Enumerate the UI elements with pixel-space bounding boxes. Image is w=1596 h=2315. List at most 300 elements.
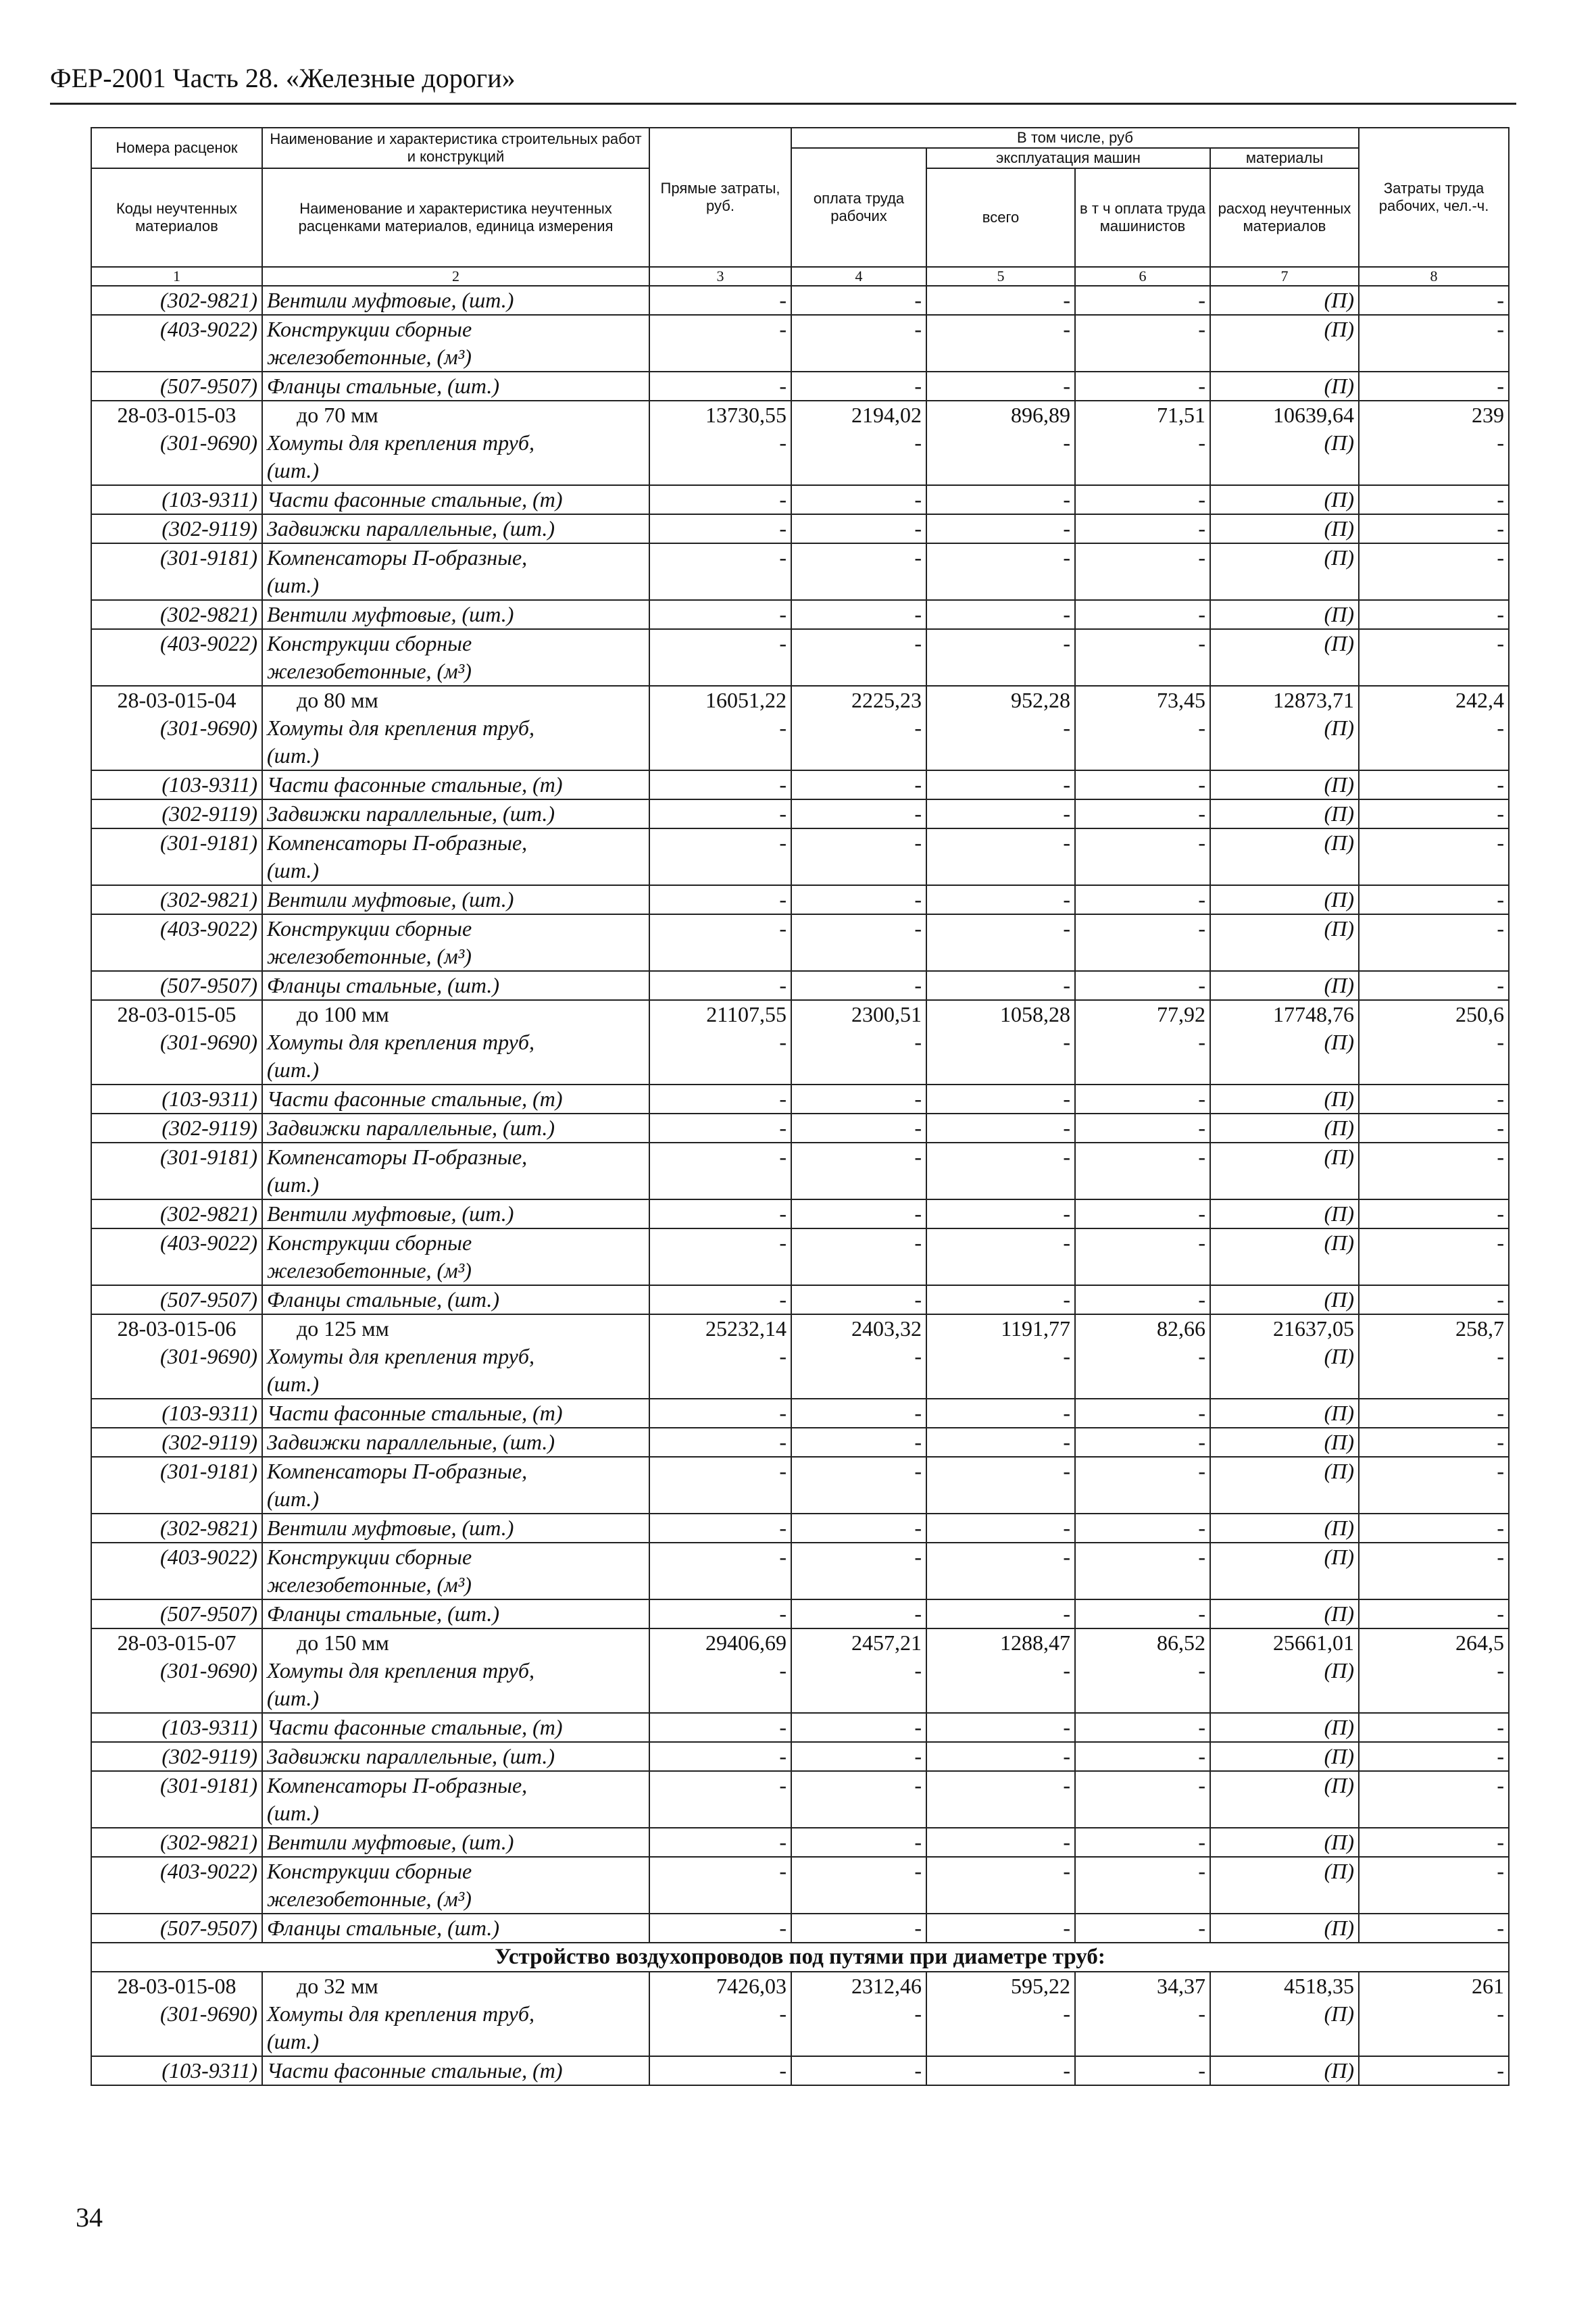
row-machinist-pay (1075, 457, 1210, 485)
material-row (91, 286, 1509, 315)
material-row (91, 1171, 1509, 1199)
row-machines-total: - (926, 1742, 1075, 1771)
material-row (91, 770, 1509, 799)
rate-row (91, 401, 1509, 429)
row-direct: - (649, 1085, 791, 1114)
material-row (91, 657, 1509, 686)
row-machines-total: - (926, 429, 1075, 457)
row-code: 28-03-015-03 (91, 401, 262, 429)
material-row (91, 1228, 1509, 1257)
row-machinist-pay (1075, 1056, 1210, 1085)
row-labor-pay (791, 1485, 926, 1514)
row-labor-cost: - (1359, 1085, 1509, 1114)
row-name: до 70 мм (262, 401, 649, 429)
row-labor-cost: 261 (1359, 1972, 1509, 2000)
row-machinist-pay: - (1075, 1343, 1210, 1370)
row-machines-total: - (926, 629, 1075, 657)
material-row (91, 457, 1509, 485)
row-code: (301-9690) (91, 2000, 262, 2028)
row-labor-pay (791, 343, 926, 372)
row-labor-pay: - (791, 1399, 926, 1428)
material-row (91, 1571, 1509, 1599)
row-direct (649, 1685, 791, 1713)
row-code: (507-9507) (91, 971, 262, 1000)
row-name: Задвижки параллельные, (шт.) (262, 1114, 649, 1143)
material-row (91, 1370, 1509, 1399)
row-labor-cost (1359, 2028, 1509, 2056)
row-machinist-pay: - (1075, 2056, 1210, 2085)
section-title: Устройство воздухопроводов под путями при диаметре труб: (91, 1943, 1509, 1972)
row-direct: - (649, 1657, 791, 1685)
row-labor-pay: - (791, 828, 926, 857)
section-row (91, 1943, 1509, 1972)
row-machinist-pay (1075, 1257, 1210, 1285)
row-labor-cost (1359, 1056, 1509, 1085)
material-row (91, 1514, 1509, 1543)
row-labor-pay (791, 742, 926, 770)
row-machinist-pay: - (1075, 600, 1210, 629)
row-name: Конструкции сборные (262, 1857, 649, 1885)
row-labor-cost: - (1359, 1742, 1509, 1771)
row-machinist-pay (1075, 742, 1210, 770)
row-labor-cost (1359, 1485, 1509, 1514)
row-name: Хомуты для крепления труб, (262, 1343, 649, 1370)
row-machinist-pay: - (1075, 828, 1210, 857)
row-direct (649, 857, 791, 885)
row-materials: (П) (1210, 1143, 1359, 1171)
row-machinist-pay (1075, 1685, 1210, 1713)
row-labor-cost (1359, 943, 1509, 971)
row-labor-cost: - (1359, 1599, 1509, 1628)
row-direct: - (649, 1514, 791, 1543)
row-code: (301-9690) (91, 1343, 262, 1370)
col-codes-top: Номера расценок (91, 128, 262, 168)
row-materials: (П) (1210, 2000, 1359, 2028)
row-materials (1210, 657, 1359, 686)
row-name: (шт.) (262, 1685, 649, 1713)
row-machinist-pay: 71,51 (1075, 401, 1210, 429)
row-labor-cost (1359, 657, 1509, 686)
row-machines-total: 1288,47 (926, 1628, 1075, 1657)
col-direct: Прямые затраты, руб. (649, 128, 791, 267)
row-machinist-pay: - (1075, 1457, 1210, 1485)
row-direct: - (649, 372, 791, 401)
row-machines-total: 595,22 (926, 1972, 1075, 2000)
row-materials: (П) (1210, 914, 1359, 943)
row-machines-total (926, 857, 1075, 885)
row-direct: - (649, 714, 791, 742)
material-row (91, 714, 1509, 742)
row-labor-pay: - (791, 543, 926, 572)
row-code: (301-9690) (91, 1657, 262, 1685)
row-direct: 21107,55 (649, 1000, 791, 1028)
row-materials: 12873,71 (1210, 686, 1359, 714)
row-labor-pay: - (791, 1771, 926, 1799)
row-machinist-pay: - (1075, 1285, 1210, 1314)
row-machines-total: 1191,77 (926, 1314, 1075, 1343)
row-direct (649, 457, 791, 485)
row-name: железобетонные, (м³) (262, 1571, 649, 1599)
row-direct: - (649, 629, 791, 657)
material-row (91, 372, 1509, 401)
row-labor-pay (791, 457, 926, 485)
col-machines-total: всего (926, 168, 1075, 267)
row-code: (302-9821) (91, 885, 262, 914)
row-machinist-pay (1075, 857, 1210, 885)
row-machinist-pay: - (1075, 1599, 1210, 1628)
row-direct: - (649, 315, 791, 343)
row-machinist-pay: 82,66 (1075, 1314, 1210, 1343)
row-direct: - (649, 1857, 791, 1885)
row-machinist-pay: - (1075, 514, 1210, 543)
material-row (91, 1857, 1509, 1885)
row-code (91, 1885, 262, 1914)
row-materials: (П) (1210, 1543, 1359, 1571)
material-row (91, 2028, 1509, 2056)
row-direct: - (649, 1914, 791, 1943)
material-row (91, 1257, 1509, 1285)
row-labor-cost: - (1359, 1828, 1509, 1857)
row-materials (1210, 1571, 1359, 1599)
material-row (91, 629, 1509, 657)
material-row (91, 1543, 1509, 1571)
material-row (91, 2056, 1509, 2085)
row-code: (507-9507) (91, 1914, 262, 1943)
row-direct: - (649, 914, 791, 943)
row-name: железобетонные, (м³) (262, 343, 649, 372)
row-labor-cost: - (1359, 1399, 1509, 1428)
row-labor-cost: - (1359, 1514, 1509, 1543)
row-machines-total (926, 1571, 1075, 1599)
material-row (91, 1028, 1509, 1056)
row-machinist-pay: - (1075, 1114, 1210, 1143)
row-code (91, 1571, 262, 1599)
row-labor-pay: - (791, 1114, 926, 1143)
row-machines-total: - (926, 1657, 1075, 1685)
row-direct (649, 1885, 791, 1914)
row-direct (649, 742, 791, 770)
row-name: Части фасонные стальные, (т) (262, 770, 649, 799)
row-machines-total: - (926, 372, 1075, 401)
row-direct: - (649, 828, 791, 857)
row-materials (1210, 1485, 1359, 1514)
row-code: (103-9311) (91, 770, 262, 799)
row-machinist-pay (1075, 2028, 1210, 2056)
row-labor-cost: - (1359, 885, 1509, 914)
row-labor-pay (791, 1056, 926, 1085)
col-labor-pay: оплата труда рабочих (791, 148, 926, 267)
row-labor-cost: - (1359, 514, 1509, 543)
row-machines-total: - (926, 1143, 1075, 1171)
row-name: Компенсаторы П-образные, (262, 1457, 649, 1485)
row-labor-cost: - (1359, 828, 1509, 857)
row-name: Задвижки параллельные, (шт.) (262, 514, 649, 543)
row-code: (403-9022) (91, 1857, 262, 1885)
material-row (91, 2000, 1509, 2028)
row-direct: - (649, 1771, 791, 1799)
row-code: (403-9022) (91, 1543, 262, 1571)
row-materials (1210, 572, 1359, 600)
row-labor-pay: 2225,23 (791, 686, 926, 714)
row-materials: (П) (1210, 629, 1359, 657)
row-machines-total (926, 657, 1075, 686)
row-name: Вентили муфтовые, (шт.) (262, 286, 649, 315)
row-name: Хомуты для крепления труб, (262, 1028, 649, 1056)
row-labor-cost: - (1359, 286, 1509, 315)
row-name: до 150 мм (262, 1628, 649, 1657)
row-name: до 80 мм (262, 686, 649, 714)
row-direct (649, 657, 791, 686)
row-materials: (П) (1210, 514, 1359, 543)
row-labor-cost: - (1359, 799, 1509, 828)
row-labor-pay: 2312,46 (791, 1972, 926, 2000)
row-name: Вентили муфтовые, (шт.) (262, 885, 649, 914)
material-row (91, 1657, 1509, 1685)
row-machines-total: - (926, 1028, 1075, 1056)
material-row (91, 1599, 1509, 1628)
row-direct: - (649, 2056, 791, 2085)
row-machinist-pay: - (1075, 1914, 1210, 1943)
row-direct: - (649, 1199, 791, 1228)
row-materials (1210, 343, 1359, 372)
col-num-1: 1 (91, 267, 262, 286)
row-name: железобетонные, (м³) (262, 943, 649, 971)
row-labor-pay: - (791, 1343, 926, 1370)
row-materials: (П) (1210, 286, 1359, 315)
row-machinist-pay: 73,45 (1075, 686, 1210, 714)
row-machinist-pay (1075, 572, 1210, 600)
rates-table (91, 127, 1510, 2086)
row-materials (1210, 1885, 1359, 1914)
row-code: (302-9119) (91, 1742, 262, 1771)
row-direct: - (649, 1399, 791, 1428)
row-direct: - (649, 1828, 791, 1857)
row-materials: (П) (1210, 828, 1359, 857)
row-code: (301-9181) (91, 543, 262, 572)
row-machines-total: - (926, 885, 1075, 914)
row-code: (301-9181) (91, 1457, 262, 1485)
row-code: (302-9821) (91, 286, 262, 315)
material-row (91, 1114, 1509, 1143)
row-materials: (П) (1210, 315, 1359, 343)
material-row (91, 828, 1509, 857)
row-labor-cost: - (1359, 2000, 1509, 2028)
row-materials: (П) (1210, 372, 1359, 401)
row-materials: (П) (1210, 1599, 1359, 1628)
row-machines-total: - (926, 1914, 1075, 1943)
row-machines-total: - (926, 828, 1075, 857)
row-code: (302-9119) (91, 1114, 262, 1143)
row-name: (шт.) (262, 1485, 649, 1514)
row-materials: (П) (1210, 1114, 1359, 1143)
col-machines: эксплуатация машин (926, 148, 1210, 168)
row-labor-pay: - (791, 1514, 926, 1543)
col-num-3: 3 (649, 267, 791, 286)
row-materials: 21637,05 (1210, 1314, 1359, 1343)
row-machinist-pay: - (1075, 286, 1210, 315)
row-name: Конструкции сборные (262, 1543, 649, 1571)
row-labor-cost: 242,4 (1359, 686, 1509, 714)
row-machines-total: - (926, 971, 1075, 1000)
col-materials: материалы (1210, 148, 1359, 168)
material-row (91, 429, 1509, 457)
row-machinist-pay: - (1075, 1771, 1210, 1799)
row-machinist-pay: - (1075, 1143, 1210, 1171)
material-row (91, 1685, 1509, 1713)
material-row (91, 885, 1509, 914)
row-materials (1210, 2028, 1359, 2056)
row-code: (103-9311) (91, 1713, 262, 1742)
row-name: Хомуты для крепления труб, (262, 714, 649, 742)
row-machines-total (926, 457, 1075, 485)
row-name: Вентили муфтовые, (шт.) (262, 1828, 649, 1857)
row-name: железобетонные, (м³) (262, 1885, 649, 1914)
row-direct (649, 572, 791, 600)
material-row (91, 1885, 1509, 1914)
row-labor-pay: - (791, 914, 926, 943)
row-name: Конструкции сборные (262, 1228, 649, 1257)
row-direct: - (649, 1114, 791, 1143)
row-labor-cost: - (1359, 429, 1509, 457)
row-materials: 4518,35 (1210, 1972, 1359, 2000)
row-labor-pay: - (791, 2056, 926, 2085)
row-labor-pay: - (791, 1857, 926, 1885)
row-machinist-pay (1075, 1885, 1210, 1914)
row-code: (103-9311) (91, 485, 262, 514)
row-materials: (П) (1210, 1343, 1359, 1370)
row-materials: (П) (1210, 1771, 1359, 1799)
row-labor-cost: 239 (1359, 401, 1509, 429)
row-labor-pay: - (791, 1457, 926, 1485)
row-direct: - (649, 429, 791, 457)
col-num-6: 6 (1075, 267, 1210, 286)
row-machinist-pay: - (1075, 1228, 1210, 1257)
row-name: Вентили муфтовые, (шт.) (262, 1199, 649, 1228)
row-name: Вентили муфтовые, (шт.) (262, 1514, 649, 1543)
row-labor-cost: - (1359, 1028, 1509, 1056)
row-machines-total (926, 572, 1075, 600)
row-machines-total: - (926, 914, 1075, 943)
material-row (91, 1742, 1509, 1771)
row-direct: - (649, 1457, 791, 1485)
row-name: (шт.) (262, 742, 649, 770)
row-code (91, 857, 262, 885)
row-direct (649, 1171, 791, 1199)
row-machines-total: - (926, 2056, 1075, 2085)
row-labor-pay: - (791, 1742, 926, 1771)
row-labor-cost: - (1359, 1771, 1509, 1799)
row-labor-pay: - (791, 315, 926, 343)
row-name: до 32 мм (262, 1972, 649, 2000)
row-code (91, 657, 262, 686)
material-row (91, 971, 1509, 1000)
row-labor-pay: - (791, 1713, 926, 1742)
material-row (91, 1799, 1509, 1828)
row-materials: (П) (1210, 1657, 1359, 1685)
row-materials: (П) (1210, 600, 1359, 629)
col-materials-unaccounted: расход неучтенных материалов (1210, 168, 1359, 267)
row-direct: - (649, 2000, 791, 2028)
row-direct: 25232,14 (649, 1314, 791, 1343)
row-labor-pay (791, 1171, 926, 1199)
row-direct (649, 2028, 791, 2056)
row-labor-cost: - (1359, 1228, 1509, 1257)
row-materials (1210, 1257, 1359, 1285)
row-labor-pay (791, 1885, 926, 1914)
row-code: (403-9022) (91, 1228, 262, 1257)
row-code (91, 1257, 262, 1285)
header-rule (50, 103, 1516, 105)
row-labor-cost: - (1359, 1143, 1509, 1171)
row-labor-pay: - (791, 1285, 926, 1314)
row-labor-cost: - (1359, 1114, 1509, 1143)
row-labor-cost: - (1359, 372, 1509, 401)
row-materials (1210, 742, 1359, 770)
row-labor-pay: - (791, 1543, 926, 1571)
col-num-5: 5 (926, 267, 1075, 286)
row-labor-cost: - (1359, 1428, 1509, 1457)
row-code: (403-9022) (91, 914, 262, 943)
row-name: до 100 мм (262, 1000, 649, 1028)
material-row (91, 857, 1509, 885)
row-machines-total (926, 742, 1075, 770)
row-direct: - (649, 1143, 791, 1171)
row-direct: - (649, 286, 791, 315)
material-row (91, 1343, 1509, 1370)
row-code (91, 457, 262, 485)
material-row (91, 315, 1509, 343)
row-name: Задвижки параллельные, (шт.) (262, 1742, 649, 1771)
row-direct: - (649, 514, 791, 543)
row-code (91, 572, 262, 600)
row-machines-total (926, 1799, 1075, 1828)
row-machines-total: - (926, 1457, 1075, 1485)
row-direct: - (649, 770, 791, 799)
row-machinist-pay (1075, 1485, 1210, 1514)
row-code: (103-9311) (91, 1085, 262, 1114)
row-direct: - (649, 1228, 791, 1257)
row-machines-total: - (926, 485, 1075, 514)
row-name: Задвижки параллельные, (шт.) (262, 799, 649, 828)
row-code (91, 742, 262, 770)
row-machines-total: - (926, 1399, 1075, 1428)
col-name-top: Наименование и характеристика строительных работ и конструкций (262, 128, 649, 168)
row-machines-total: 952,28 (926, 686, 1075, 714)
row-materials: (П) (1210, 714, 1359, 742)
row-machinist-pay: - (1075, 1199, 1210, 1228)
row-materials: (П) (1210, 1085, 1359, 1114)
row-machines-total: - (926, 799, 1075, 828)
row-labor-pay: - (791, 799, 926, 828)
row-machines-total: - (926, 1713, 1075, 1742)
row-machinist-pay: - (1075, 1514, 1210, 1543)
row-machinist-pay: 77,92 (1075, 1000, 1210, 1028)
row-name: Компенсаторы П-образные, (262, 1143, 649, 1171)
row-machines-total (926, 343, 1075, 372)
material-row (91, 543, 1509, 572)
material-row (91, 943, 1509, 971)
row-labor-cost: - (1359, 1657, 1509, 1685)
row-labor-pay: - (791, 485, 926, 514)
row-labor-pay (791, 1685, 926, 1713)
row-code: (301-9181) (91, 1143, 262, 1171)
row-machinist-pay: - (1075, 714, 1210, 742)
row-code: (302-9821) (91, 1199, 262, 1228)
row-labor-cost: - (1359, 2056, 1509, 2085)
row-labor-cost (1359, 457, 1509, 485)
row-machines-total: - (926, 2000, 1075, 2028)
row-direct: 16051,22 (649, 686, 791, 714)
